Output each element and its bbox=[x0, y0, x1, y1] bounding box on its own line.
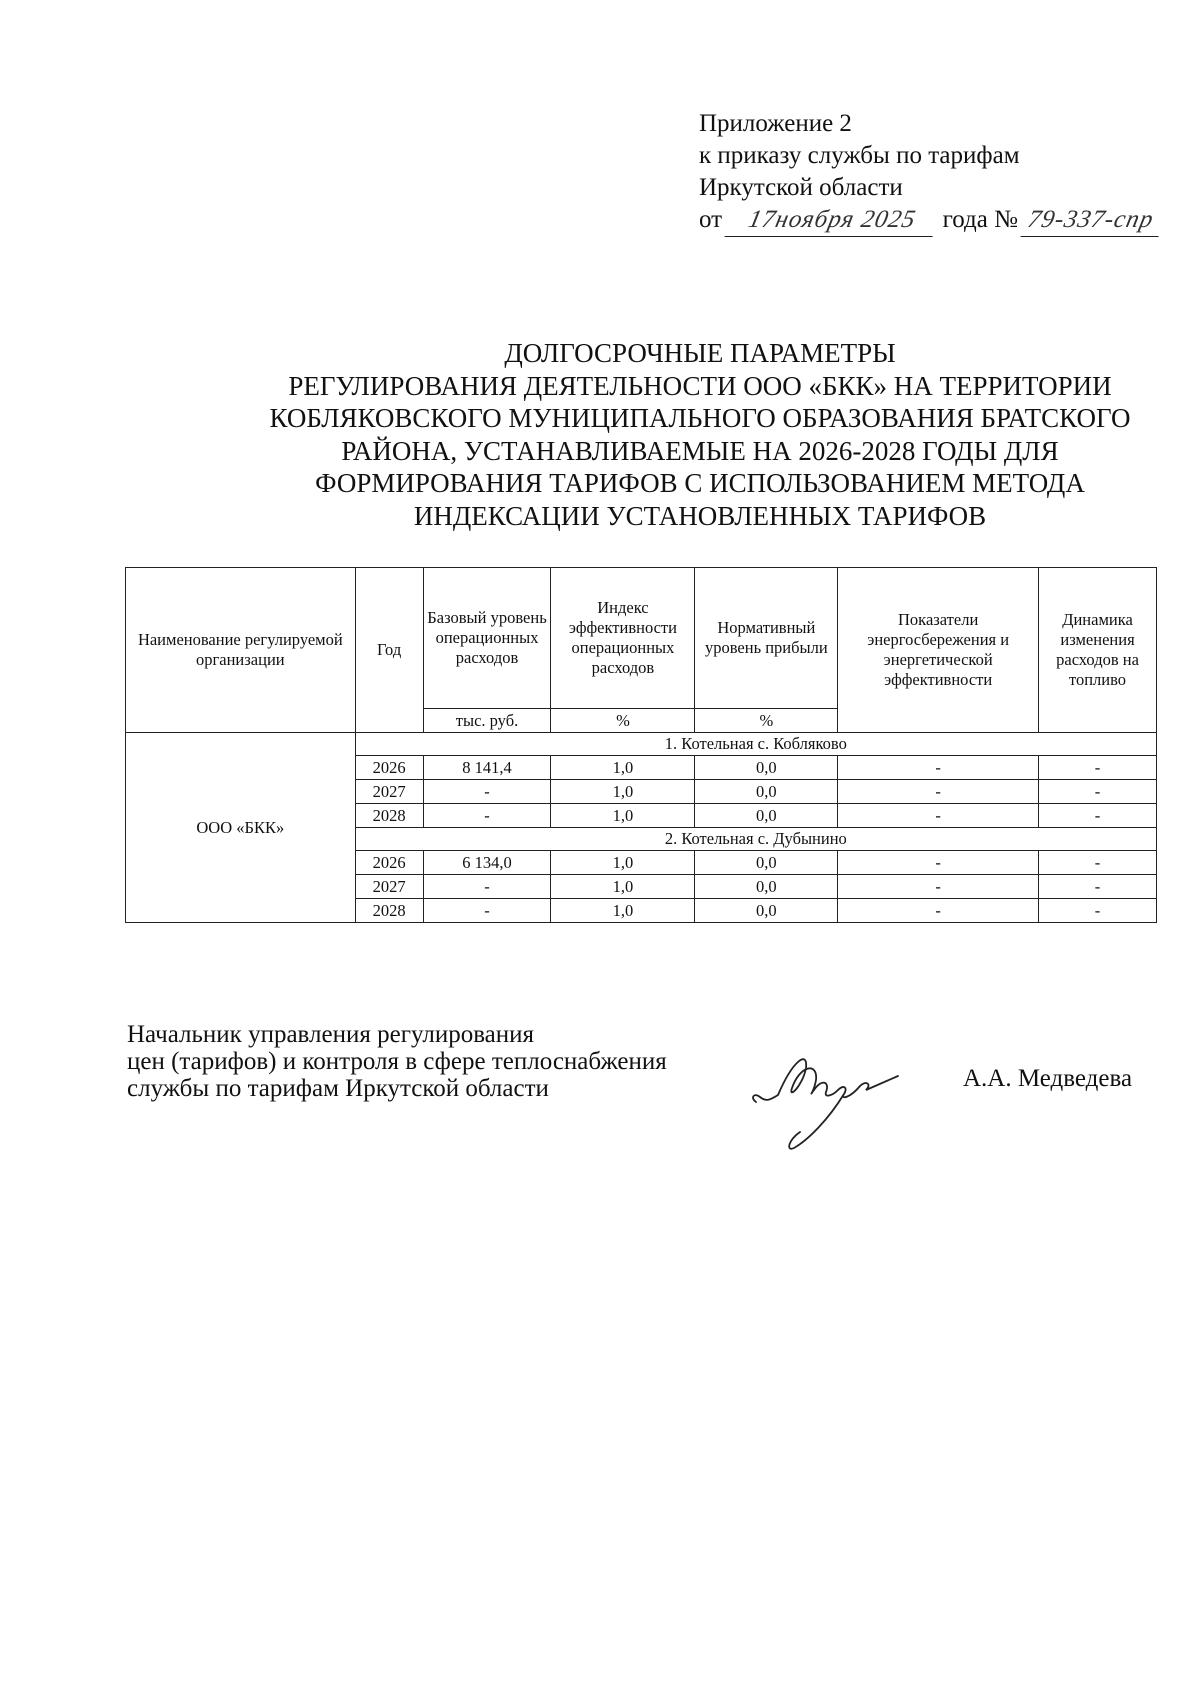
from-label: от bbox=[699, 206, 723, 233]
col-header-energy-saving: Показатели энергосбережения и энергетической эффективности bbox=[838, 568, 1039, 733]
title-line-6: ИНДЕКСАЦИИ УСТАНОВЛЕННЫХ ТАРИФОВ bbox=[413, 500, 987, 531]
signer-name: А.А. Медведева bbox=[963, 1065, 1133, 1092]
title-line-5: ФОРМИРОВАНИЯ ТАРИФОВ С ИСПОЛЬЗОВАНИЕМ МЕТОДА bbox=[315, 468, 1085, 498]
cell-base: 6 134,0 bbox=[423, 851, 551, 875]
cell-profit: 0,0 bbox=[695, 780, 838, 804]
appendix-line-3: Иркутской области bbox=[699, 174, 903, 201]
col-header-organization: Наименование регулируемой организации bbox=[126, 568, 356, 733]
cell-energy: - bbox=[838, 899, 1039, 923]
unit-index: % bbox=[551, 709, 695, 733]
cell-base: - bbox=[423, 899, 551, 923]
cell-year: 2027 bbox=[355, 780, 423, 804]
cell-energy: - bbox=[838, 804, 1039, 828]
cell-fuel: - bbox=[1039, 899, 1157, 923]
cell-energy: - bbox=[838, 780, 1039, 804]
cell-index: 1,0 bbox=[551, 851, 695, 875]
unit-base: тыс. руб. bbox=[423, 709, 551, 733]
signatory-line-1: Начальник управления регулирования bbox=[127, 1021, 535, 1048]
section-row bbox=[126, 733, 1157, 756]
title-line-3: КОБЛЯКОВСКОГО МУНИЦИПАЛЬНОГО ОБРАЗОВАНИЯ БРАТСКОГО bbox=[269, 403, 1131, 433]
cell-index: 1,0 bbox=[551, 780, 695, 804]
cell-base: 8 141,4 bbox=[423, 756, 551, 780]
title-line-1: ДОЛГОСРОЧНЫЕ ПАРАМЕТРЫ bbox=[504, 338, 896, 368]
cell-fuel: - bbox=[1039, 780, 1157, 804]
col-header-year: Год bbox=[355, 568, 423, 733]
cell-energy: - bbox=[838, 875, 1039, 899]
signatory-position bbox=[127, 1021, 667, 1102]
cell-profit: 0,0 bbox=[695, 804, 838, 828]
signatory-line-3: службы по тарифам Иркутской области bbox=[127, 1075, 549, 1102]
cell-base: - bbox=[423, 875, 551, 899]
document-title bbox=[150, 337, 1200, 532]
cell-profit: 0,0 bbox=[695, 756, 838, 780]
unit-profit: % bbox=[695, 709, 838, 733]
organization-cell: ООО «БКК» bbox=[126, 733, 356, 923]
cell-fuel: - bbox=[1039, 804, 1157, 828]
col-header-base-level: Базовый уровень операционных расходов bbox=[423, 568, 551, 709]
handwritten-signature-icon bbox=[748, 1040, 928, 1160]
appendix-line-2: к приказу службы по тарифам bbox=[699, 142, 1020, 169]
cell-year: 2026 bbox=[355, 756, 423, 780]
title-line-2: РЕГУЛИРОВАНИЯ ДЕЯТЕЛЬНОСТИ ООО «БКК» НА ТЕРРИТОРИИ bbox=[288, 370, 1112, 401]
col-header-efficiency-index: Индекс эффективности операционных расходов bbox=[551, 568, 695, 709]
section-name: 1. Котельная с. Кобляково bbox=[355, 733, 1156, 756]
cell-base: - bbox=[423, 780, 551, 804]
cell-index: 1,0 bbox=[551, 899, 695, 923]
parameters-table bbox=[125, 567, 1157, 923]
title-line-4: РАЙОНА, УСТАНАВЛИВАЕМЫЕ НА 2026-2028 ГОДЫ ДЛЯ bbox=[341, 435, 1059, 466]
appendix-line-4 bbox=[699, 204, 1162, 237]
cell-year: 2026 bbox=[355, 851, 423, 875]
cell-energy: - bbox=[838, 756, 1039, 780]
cell-profit: 0,0 bbox=[695, 899, 838, 923]
appendix-line-1: Приложение 2 bbox=[699, 110, 852, 137]
cell-profit: 0,0 bbox=[695, 851, 838, 875]
cell-index: 1,0 bbox=[551, 875, 695, 899]
cell-fuel: - bbox=[1039, 875, 1157, 899]
cell-fuel: - bbox=[1039, 756, 1157, 780]
cell-year: 2028 bbox=[355, 804, 423, 828]
appendix-header bbox=[699, 108, 1162, 237]
cell-year: 2027 bbox=[355, 875, 423, 899]
handwritten-date: 17ноября 2025 bbox=[725, 204, 940, 237]
cell-profit: 0,0 bbox=[695, 875, 838, 899]
cell-energy: - bbox=[838, 851, 1039, 875]
handwritten-order-number: 79-337-спр bbox=[1021, 204, 1166, 237]
year-number-label: года № bbox=[942, 206, 1018, 233]
col-header-fuel-dynamics: Динамика изменения расходов на топливо bbox=[1039, 568, 1157, 733]
cell-index: 1,0 bbox=[551, 756, 695, 780]
cell-year: 2028 bbox=[355, 899, 423, 923]
cell-fuel: - bbox=[1039, 851, 1157, 875]
signatory-line-2: цен (тарифов) и контроля в сфере теплоснабжения bbox=[127, 1048, 667, 1075]
header-row bbox=[126, 568, 1157, 709]
cell-index: 1,0 bbox=[551, 804, 695, 828]
section-name: 2. Котельная с. Дубынино bbox=[355, 828, 1156, 851]
col-header-profit-level: Нормативный уровень прибыли bbox=[695, 568, 838, 709]
cell-base: - bbox=[423, 804, 551, 828]
